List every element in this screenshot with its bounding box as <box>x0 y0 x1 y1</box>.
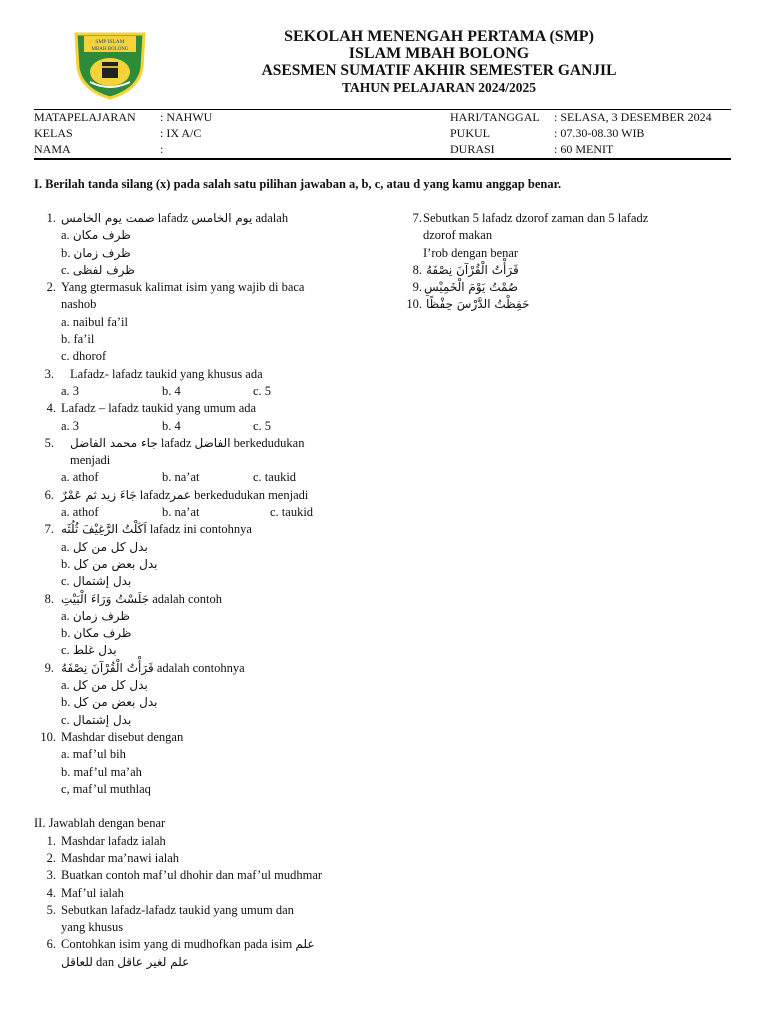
option-a: a. <box>61 678 70 693</box>
line <box>34 764 376 781</box>
exam-title: ASESMEN SUMATIF AKHIR SEMESTER GANJIL <box>261 62 617 79</box>
arabic-text: يوم الخامس <box>191 211 253 225</box>
line <box>34 677 376 694</box>
option-b: b. <box>61 695 71 710</box>
q-number: 7. <box>44 522 54 537</box>
q-number: 3. <box>44 366 54 381</box>
arabic-text: اَكَلْتُ الرَّغِيْفَ ثُلُثَه <box>61 522 147 537</box>
option-c: c. <box>61 574 70 589</box>
option-c: c. 5 <box>253 418 272 433</box>
info-value: : 07.30-08.30 WIB <box>554 126 645 140</box>
line <box>400 296 737 313</box>
arabic-text: جاء محمد الفاضل <box>70 435 158 450</box>
q-text: dzorof makan <box>423 228 493 243</box>
line-content <box>61 227 131 244</box>
q-text: Lafadz – lafadz taukid yang umum ada <box>61 401 257 416</box>
line <box>34 694 376 711</box>
line-content <box>61 262 135 279</box>
line-content <box>61 539 148 556</box>
line <box>34 815 376 832</box>
arabic-text: بدل بعض من كل <box>73 556 158 571</box>
right-column <box>400 210 737 314</box>
q-text: Sebutkan 5 lafadz dzorof zaman dan 5 lafadz <box>423 211 649 225</box>
option-b: b. na’at <box>162 505 200 520</box>
line-content <box>61 936 314 953</box>
arabic-text: ظرف لفظى <box>72 262 135 277</box>
arabic-text: بدل بعض من كل <box>73 695 158 710</box>
line <box>400 227 737 244</box>
line <box>34 400 376 417</box>
line-content <box>61 694 158 711</box>
option-c: c. <box>61 712 70 727</box>
line <box>34 591 376 608</box>
q-text: dan <box>92 954 118 969</box>
option-a: a. 3 <box>61 383 80 398</box>
q-text: adalah contoh <box>149 591 222 606</box>
header <box>150 28 728 96</box>
line-content <box>61 591 222 608</box>
info-value: : 60 MENIT <box>554 142 614 156</box>
option-c: c. dhorof <box>61 349 107 364</box>
q-text: menjadi <box>70 453 111 468</box>
q-number: 6. <box>46 937 56 952</box>
option-b: b. fa’il <box>61 332 95 347</box>
arabic-text: صمت يوم الخامس <box>61 211 155 225</box>
q-text: lafadz ini contohnya <box>146 522 252 537</box>
info-label: MATAPELAJARAN <box>34 110 136 124</box>
q-number: 2. <box>46 280 56 295</box>
line <box>34 936 376 953</box>
line <box>34 314 376 331</box>
q-text: berkedudukan <box>230 435 305 450</box>
arabic-text: قَرَأْتُ الْقُرْآنَ نِصْفَهُ <box>61 660 154 675</box>
line <box>34 296 376 313</box>
q-text: lafadz <box>154 211 192 225</box>
q-text: adalah contohnya <box>153 660 245 675</box>
line <box>34 487 376 504</box>
line <box>400 262 737 279</box>
arabic-text: ظرف زمان <box>73 245 131 260</box>
option-a: a. 3 <box>61 418 80 433</box>
q-text: yang khusus <box>61 920 124 935</box>
option-c: c, maf’ul muthlaq <box>61 781 151 796</box>
q-number: 8. <box>412 262 422 277</box>
arabic-text: بدل إشتمال <box>72 712 132 727</box>
line <box>34 227 376 244</box>
option-a: a. <box>61 539 70 554</box>
school-logo <box>72 28 148 100</box>
line <box>34 885 376 902</box>
q-text: Yang gtermasuk kalimat isim yang wajib di baca <box>61 280 305 295</box>
q-text: adalah <box>252 211 289 225</box>
q-text: Contohkan isim yang di mudhofkan pada isim <box>61 937 293 952</box>
arabic-text: بدل كل من كل <box>72 539 148 554</box>
line-content <box>61 677 148 694</box>
option-c: c. 5 <box>253 383 272 398</box>
arabic-text: للعاقل <box>61 954 93 969</box>
line-content <box>61 573 131 590</box>
q-text: berkedudukan menjadi <box>191 487 309 502</box>
line-content <box>61 487 308 504</box>
arabic-text: حَفِظْتُ الدَّرْسَ حِفْظًا <box>426 297 530 312</box>
option-b: b. maf’ul ma’ah <box>61 764 142 779</box>
option-b: b. <box>61 556 71 571</box>
line <box>34 452 376 469</box>
exam-info <box>34 110 731 158</box>
line <box>34 625 376 642</box>
section-title: II. Jawablah dengan benar <box>34 816 166 831</box>
line <box>34 331 376 348</box>
line <box>34 366 376 383</box>
q-number: 4. <box>46 885 56 900</box>
q-number: 5. <box>46 902 56 917</box>
q-number: 10. <box>40 729 56 744</box>
logo-text-2: MBAH BOLONG <box>91 47 129 52</box>
arabic-text: الفاضل <box>194 435 231 450</box>
line <box>34 954 376 971</box>
arabic-text: عمر <box>170 487 192 502</box>
line <box>34 902 376 919</box>
line-content <box>61 625 131 642</box>
q-number: 7. <box>412 211 422 225</box>
arabic-text: ظرف مكان <box>72 228 131 243</box>
line <box>34 521 376 538</box>
line <box>34 608 376 625</box>
line <box>34 798 376 815</box>
q-text: lafadz <box>136 487 171 502</box>
arabic-text: بدل إشتمال <box>72 574 132 589</box>
option-a: a. <box>61 228 70 243</box>
option-c: c. taukid <box>270 505 314 520</box>
arabic-text: جَلَسْتُ وَرَاءَ الْبَيْتِ <box>61 591 150 606</box>
line-content <box>61 521 252 538</box>
arabic-text: ظرف مكان <box>73 626 132 641</box>
option-a: a. maf’ul bih <box>61 747 126 762</box>
line <box>34 642 376 659</box>
q-number: 8. <box>44 591 54 606</box>
line <box>400 279 737 296</box>
left-column <box>34 210 376 971</box>
q-number: 10. <box>406 297 422 312</box>
q-number: 9. <box>412 280 422 295</box>
arabic-text: جَاءَ زيد ثم عَمْرٌ <box>61 487 137 502</box>
q-number: 1. <box>46 833 56 848</box>
line <box>34 469 376 486</box>
q-number: 5. <box>44 435 54 450</box>
arabic-text: قَرَأْتُ الْقُرْآنَ نِصْفَهُ <box>426 262 519 277</box>
q-number: 2. <box>46 850 56 865</box>
q-text: nashob <box>61 297 97 312</box>
q-number: 4. <box>46 401 56 416</box>
option-b: b. <box>61 245 71 260</box>
info-value: : NAHWU <box>160 110 213 124</box>
q-number: 6. <box>44 487 54 502</box>
line <box>34 919 376 936</box>
q-text: Mashdar disebut dengan <box>61 729 184 744</box>
line <box>34 262 376 279</box>
line-content <box>61 642 117 659</box>
info-label: DURASI <box>450 142 495 156</box>
info-label: PUKUL <box>450 126 491 140</box>
line <box>34 712 376 729</box>
option-a: a. <box>61 608 70 623</box>
line <box>34 781 376 798</box>
q-text: lafadz <box>157 435 195 450</box>
arabic-text: ظرف زمان <box>72 608 130 623</box>
q-number: 1. <box>46 211 56 225</box>
option-a: a. naibul fa’il <box>61 314 128 329</box>
line <box>34 573 376 590</box>
info-value: : SELASA, 3 DESEMBER 2024 <box>554 110 712 124</box>
q-number: 3. <box>46 868 56 883</box>
option-b: b. na’at <box>162 470 200 485</box>
line-content <box>61 954 189 971</box>
q-text: I’rob dengan benar <box>423 245 519 260</box>
q-text: Mashdar lafadz ialah <box>61 833 166 848</box>
option-b: b. 4 <box>162 418 181 433</box>
line <box>34 383 376 400</box>
arabic-text: بدل غلط <box>72 643 117 658</box>
line <box>34 556 376 573</box>
line <box>400 210 737 227</box>
option-c: c. <box>61 262 70 277</box>
arabic-text: صُمْتُ يَوْمَ الْخَمِيْسِ <box>424 280 519 295</box>
line-content <box>61 556 158 573</box>
line-content <box>61 210 288 227</box>
q-number: 9. <box>44 660 54 675</box>
school-name: ISLAM MBAH BOLONG <box>348 45 530 62</box>
line <box>34 245 376 262</box>
line-content <box>61 608 130 625</box>
line <box>34 833 376 850</box>
line <box>400 245 737 262</box>
line-content <box>70 435 304 452</box>
line <box>34 867 376 884</box>
line-content <box>61 660 245 677</box>
arabic-text: علم <box>295 937 315 952</box>
divider-bottom <box>34 158 731 160</box>
info-label: KELAS <box>34 126 73 140</box>
option-b: b. <box>61 626 71 641</box>
arabic-text: بدل كل من كل <box>72 678 148 693</box>
line <box>34 660 376 677</box>
line-content <box>61 245 131 262</box>
line <box>34 539 376 556</box>
line <box>34 210 376 227</box>
option-a: a. athof <box>61 470 99 485</box>
option-b: b. 4 <box>162 383 181 398</box>
info-label: HARI/TANGGAL <box>450 110 540 124</box>
instruction: I. Berilah tanda silang (x) pada salah satu pilihan jawaban a, b, c, atau d yang kamu anggap benar. <box>34 177 562 191</box>
info-value: : <box>160 142 164 156</box>
line <box>34 435 376 452</box>
q-text: Sebutkan lafadz-lafadz taukid yang umum dan <box>61 902 294 917</box>
info-value: : IX A/C <box>160 126 202 140</box>
line <box>34 746 376 763</box>
line <box>34 348 376 365</box>
option-c: c. taukid <box>253 470 297 485</box>
logo-text-1: SMP ISLAM <box>95 39 125 45</box>
academic-year: TAHUN PELAJARAN 2024/2025 <box>341 80 536 95</box>
line <box>34 729 376 746</box>
line <box>34 850 376 867</box>
q-text: Mashdar ma’nawi ialah <box>61 850 180 865</box>
q-text: Lafadz- lafadz taukid yang khusus ada <box>70 366 263 381</box>
line <box>34 504 376 521</box>
q-text: Maf’ul ialah <box>61 885 124 900</box>
line-content <box>61 712 131 729</box>
school-type: SEKOLAH MENENGAH PERTAMA (SMP) <box>284 28 594 45</box>
line <box>34 418 376 435</box>
info-label: NAMA <box>34 142 71 156</box>
q-text: Buatkan contoh maf’ul dhohir dan maf’ul mudhmar <box>61 868 323 883</box>
option-c: c. <box>61 643 70 658</box>
arabic-text: علم لغير عاقل <box>117 954 190 969</box>
line <box>34 279 376 296</box>
option-a: a. athof <box>61 505 99 520</box>
